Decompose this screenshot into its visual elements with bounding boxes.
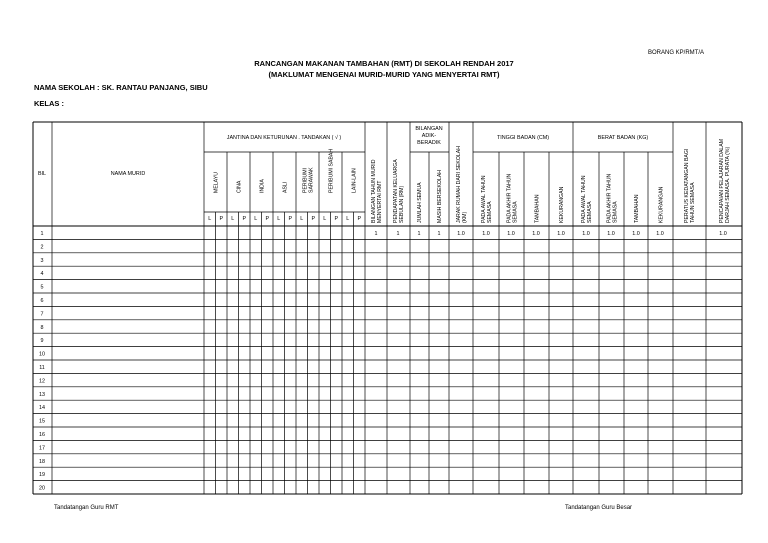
row1-value: 1 — [374, 231, 378, 237]
tinggi-sub-header: KEKURANGAN — [559, 186, 565, 223]
col-header-jarak: (KM) — [462, 211, 469, 223]
col-header-jarak: JARAK RUMAH DARI SEKOLAH — [455, 146, 462, 223]
row-number: 16 — [39, 432, 45, 438]
row1-value: 1 — [437, 231, 441, 237]
col-header-jantina: JANTINA DAN KETURUNAN . TANDAKAN ( √ ) — [226, 135, 342, 141]
col-header-adik: BILANGAN — [415, 126, 443, 132]
adik-sub-header: MASIH BERSEKOLAH — [437, 169, 443, 223]
row-number: 11 — [39, 365, 45, 371]
gender-header: P — [357, 216, 362, 222]
berat-sub-header: KEKURANGAN — [658, 186, 665, 223]
gender-header: L — [254, 216, 258, 222]
row-number: 15 — [39, 418, 45, 425]
berat-sub-header: TAMBAHAN — [634, 194, 640, 223]
row-number: 18 — [39, 458, 45, 465]
col-header-peratus-kedatangan: PERATUS KEDATANGAN BAGI — [683, 148, 690, 223]
gender-header: L — [300, 216, 304, 222]
signature-headmaster: Tandatangan Guru Besar — [565, 505, 633, 511]
row-number: 4 — [40, 271, 44, 278]
tinggi-sub-header: PADA AKHIR TAHUN — [506, 173, 513, 223]
ethnic-header: CINA — [236, 180, 243, 193]
col-header-nama: NAMA MURID — [110, 171, 146, 177]
row-number: 3 — [40, 257, 44, 264]
ethnic-header: MELAYU — [213, 172, 220, 193]
form-code: BORANG KP/RMT/A — [648, 50, 705, 56]
col-header-bilangan-tahun: BILANGAN TAHUN MURID — [370, 159, 377, 223]
col-header-bil: BIL — [37, 171, 47, 177]
row-number: 17 — [39, 445, 45, 452]
row-number: 14 — [39, 405, 45, 412]
tinggi-sub-header: SEMASA — [512, 201, 519, 223]
berat-sub-header: SEMASA — [612, 201, 619, 223]
row1-value: 1.0 — [532, 231, 540, 237]
row-number: 8 — [40, 324, 44, 331]
gender-header: L — [277, 216, 281, 222]
col-header-peratus-kedatangan: TAHUN SEMASA — [690, 182, 697, 223]
row1-value: 1 — [417, 231, 421, 237]
row-number: 13 — [39, 391, 45, 398]
col-header-pendapatan: PENDAPATAN KELUARGA — [392, 159, 399, 223]
row1-value: 1.0 — [656, 231, 664, 237]
col-header-pencapaian: PENCAPAIAN PELAJARAN DALAM — [718, 138, 725, 223]
berat-sub-header: SEMASA — [587, 201, 594, 223]
adik-sub-header: JUMLAH SEMUA — [417, 182, 423, 223]
col-header-bilangan-tahun: MENYERTAI RMT — [377, 180, 384, 223]
col-header-tinggi: TINGGI BADAN (CM) — [496, 135, 550, 141]
ethnic-header: ASLI — [282, 181, 289, 193]
school-name: NAMA SEKOLAH : SK. RANTAU PANJANG, SIBU — [34, 83, 208, 92]
document-title: RANCANGAN MAKANAN TAMBAHAN (RMT) DI SEKOLAH RENDAH 2017 — [254, 59, 514, 68]
ethnic-header: LAIN-LAIN — [351, 168, 358, 193]
gender-header: P — [219, 216, 224, 222]
row1-value: 1.0 — [607, 231, 615, 237]
row1-value: 1.0 — [482, 231, 490, 237]
gender-header: P — [288, 216, 293, 222]
row-number: 5 — [40, 284, 44, 291]
tinggi-sub-header: PADA AWAL TAHUN — [480, 175, 487, 223]
document-subtitle: (MAKLUMAT MENGENAI MURID-MURID YANG MENYERTAI RMT) — [268, 70, 500, 79]
signature-rmt-teacher: Tandatangan Guru RMT — [54, 505, 119, 511]
gender-header: L — [323, 216, 327, 222]
row-number: 9 — [40, 338, 44, 345]
col-header-berat: BERAT BADAN (KG) — [597, 135, 649, 141]
row1-value: 1 — [396, 231, 400, 237]
row-number: 7 — [40, 311, 44, 318]
row1-value: 1.0 — [557, 231, 565, 237]
tinggi-sub-header: TAMBAHAN — [534, 194, 541, 223]
row-number: 10 — [39, 351, 45, 358]
col-header-pencapaian: DARJAH SEMASA. PURATA (%) — [725, 146, 732, 223]
row1-value: 1.0 — [632, 231, 640, 237]
gender-header: L — [346, 216, 350, 222]
gender-header: L — [208, 216, 212, 222]
gender-header: P — [334, 216, 339, 222]
col-header-pendapatan: SEBULAN (RM) — [399, 185, 406, 223]
col-header-adik: BERADIK — [417, 140, 441, 146]
row1-value: 1.0 — [507, 231, 515, 237]
berat-sub-header: PADA AKHIR TAHUN — [606, 173, 613, 223]
ethnic-header: SARAWAK — [308, 167, 315, 193]
row-number: 12 — [39, 378, 45, 385]
row-number: 6 — [40, 298, 44, 304]
tinggi-sub-header: SEMASA — [487, 201, 494, 223]
row-number: 19 — [39, 472, 45, 479]
row1-value: 1.0 — [582, 231, 590, 237]
row-number: 1 — [40, 231, 44, 237]
row1-value: 1.0 — [457, 231, 465, 237]
row-number: 2 — [40, 244, 44, 251]
gender-header: P — [242, 216, 247, 222]
ethnic-header: PERIBUMI — [302, 167, 309, 193]
col-header-adik: ADIK- — [421, 133, 437, 139]
ethnic-header: PERIBUMI SABAH — [328, 148, 335, 193]
row-number: 20 — [39, 485, 45, 492]
gender-header: L — [231, 216, 235, 222]
row1-value: 1.0 — [719, 231, 727, 237]
gender-header: P — [265, 216, 270, 222]
gender-header: P — [311, 216, 316, 222]
ethnic-header: INDIA — [259, 179, 266, 193]
berat-sub-header: PADA AWAL TAHUN — [580, 175, 587, 223]
class-label: KELAS : — [34, 99, 64, 108]
